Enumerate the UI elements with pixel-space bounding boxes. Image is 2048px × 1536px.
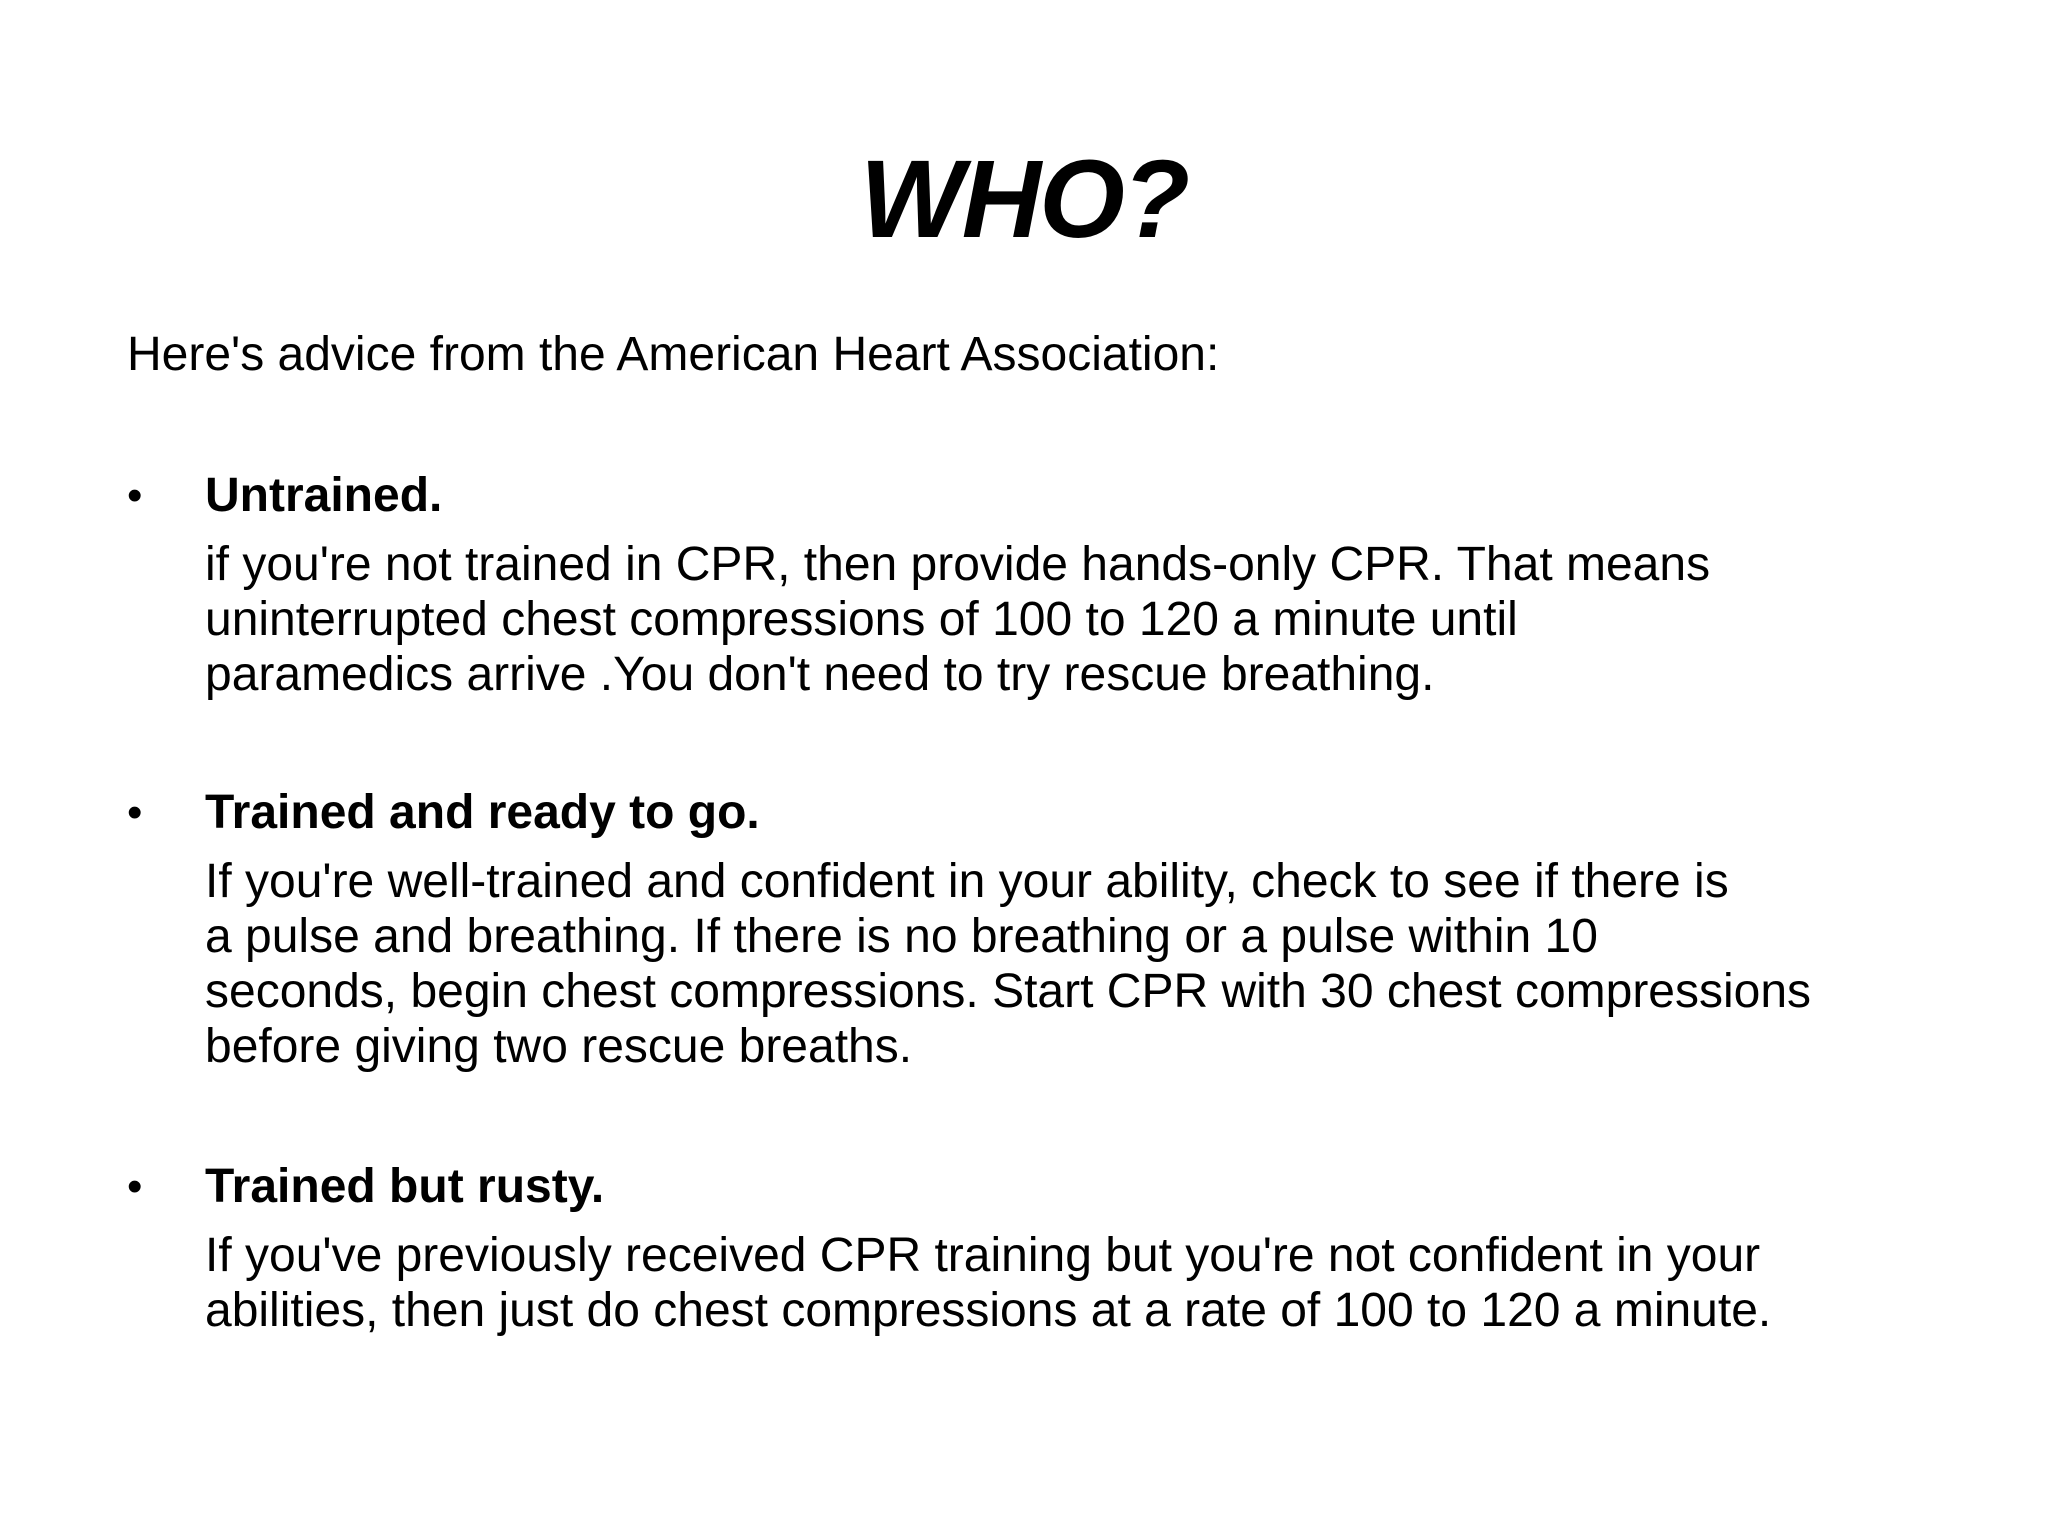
body-line: uninterrupted chest compressions of 100 to 120 a minute until — [205, 593, 1518, 646]
bullet: • — [127, 1162, 143, 1211]
body-line: If you've previously received CPR training but you're not confident in your — [205, 1229, 1761, 1282]
body-line: abilities, then just do chest compressions at a rate of 100 to 120 a minute. — [205, 1284, 1772, 1337]
body-line: a pulse and breathing. If there is no breathing or a pulse within 10 — [205, 910, 1598, 963]
slide-title: WHO? — [859, 138, 1188, 261]
bullet: • — [127, 788, 143, 837]
item-body — [205, 537, 2048, 702]
body-line: seconds, begin chest compressions. Start CPR with 30 chest compressions — [205, 965, 1812, 1018]
item-heading: Trained and ready to go. — [205, 786, 760, 839]
bullet: • — [127, 471, 143, 520]
item-heading: Trained but rusty. — [205, 1160, 605, 1213]
body-line: If you're well-trained and confident in your ability, check to see if there is — [205, 855, 1729, 908]
item-body — [205, 1228, 2048, 1338]
body-line: paramedics arrive .You don't need to try rescue breathing. — [205, 648, 1435, 701]
intro-text: Here's advice from the American Heart Association: — [127, 328, 1220, 381]
body-line: if you're not trained in CPR, then provide hands-only CPR. That means — [205, 538, 1711, 591]
item-heading: Untrained. — [205, 469, 443, 522]
body-line: before giving two rescue breaths. — [205, 1020, 913, 1073]
item-body — [205, 854, 2048, 1074]
